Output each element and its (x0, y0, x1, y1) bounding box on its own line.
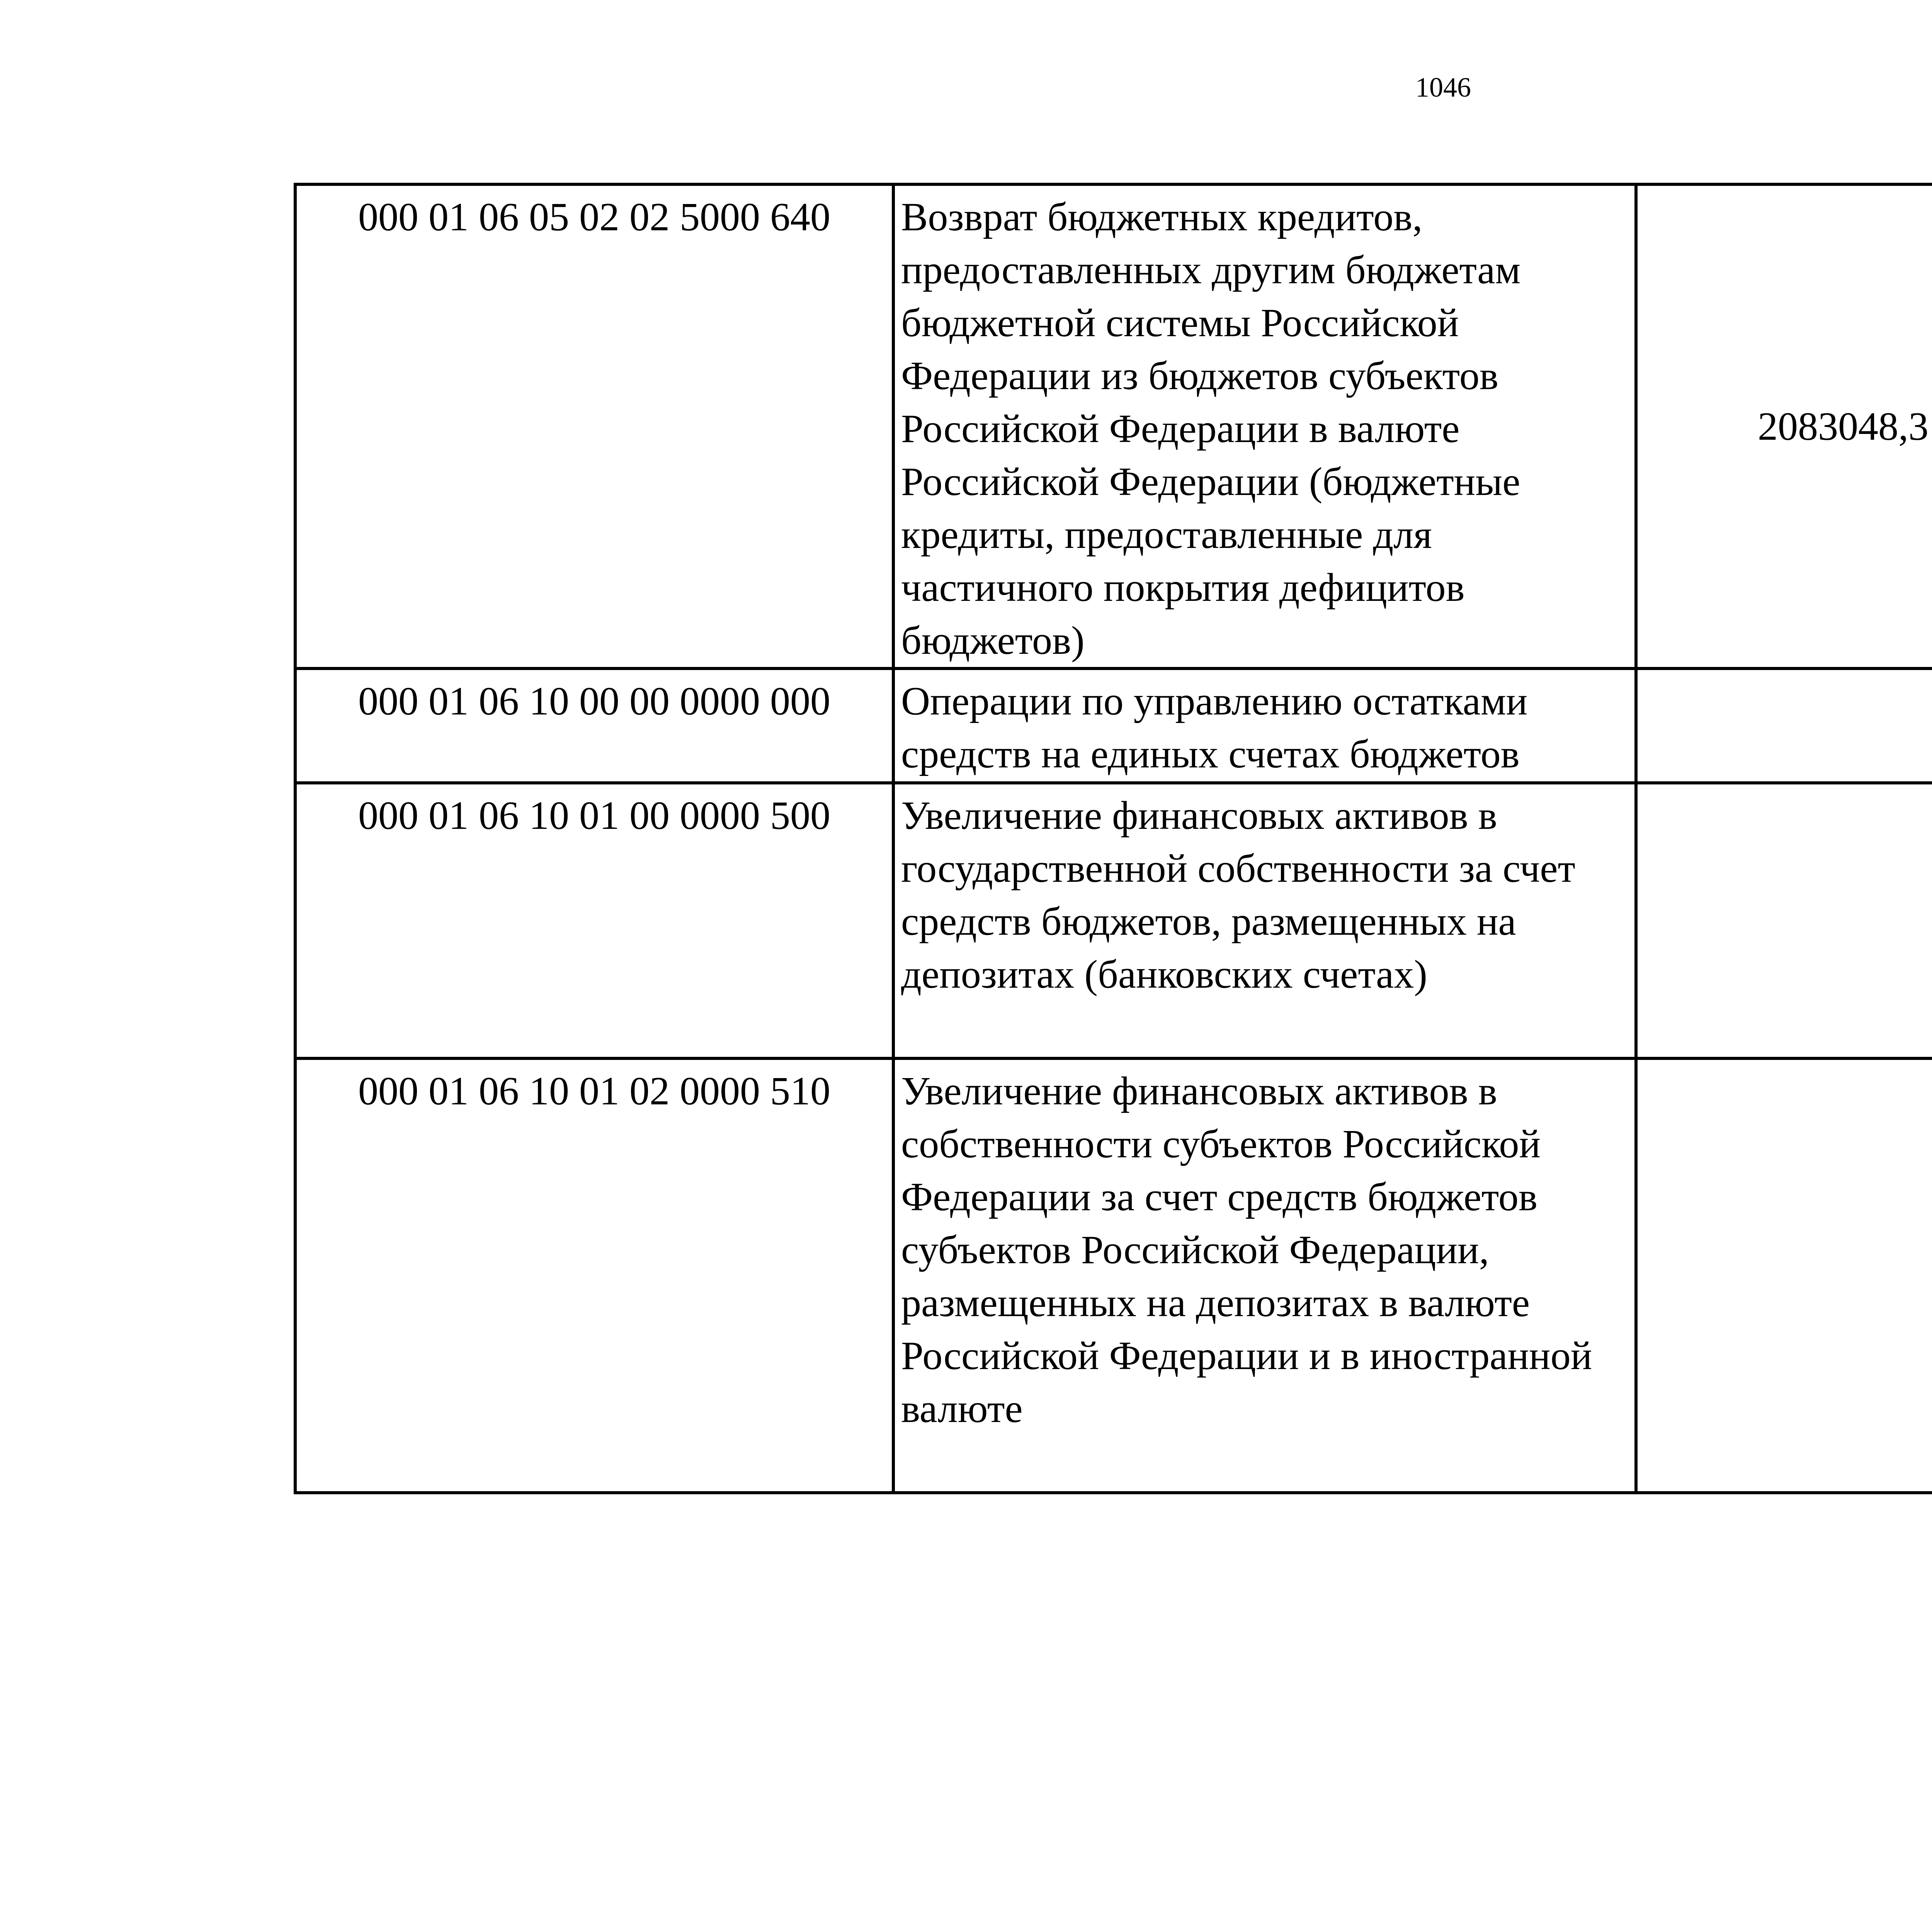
table-row (295, 184, 1932, 668)
table-row (295, 1058, 1932, 1493)
amount-cell-year-1 (1636, 783, 1932, 1058)
page-number: 1046 (1415, 72, 1471, 103)
budget-code-cell: 000 01 06 05 02 02 5000 640 (295, 184, 893, 668)
item-name-cell: Увеличение финансовых активов в собственности субъектов Российской Федерации за счет средств бюджетов субъектов Российской Федерации, размещенных на депозитах в валюте Российской Федерации и в иностранной валюте (893, 1058, 1636, 1493)
budget-code-cell: 000 01 06 10 01 02 0000 510 (295, 1058, 893, 1493)
table-row (295, 783, 1932, 1058)
amount-cell-year-1 (1636, 1058, 1932, 1493)
item-name-cell: Возврат бюджетных кредитов, предоставленных другим бюджетам бюджетной системы Российской Федерации из бюджетов субъектов Российской Федерации в валюте Российской Федерации (бюджетные кредиты, предоставленные для частичного покрытия дефицитов бюджетов) (893, 184, 1636, 668)
budget-code-cell: 000 01 06 10 01 00 0000 500 (295, 783, 893, 1058)
table-row (295, 668, 1932, 783)
amount-cell-year-1: 2083048,3 (1636, 184, 1932, 668)
item-name-cell: Увеличение финансовых активов в государственной собственности за счет средств бюджетов, размещенных на депозитах (банковских счетах) (893, 783, 1636, 1058)
amount-cell-year-1 (1636, 668, 1932, 783)
item-name-cell: Операции по управлению остатками средств на единых счетах бюджетов (893, 668, 1636, 783)
budget-sources-table (294, 183, 1932, 1494)
budget-code-cell: 000 01 06 10 00 00 0000 000 (295, 668, 893, 783)
